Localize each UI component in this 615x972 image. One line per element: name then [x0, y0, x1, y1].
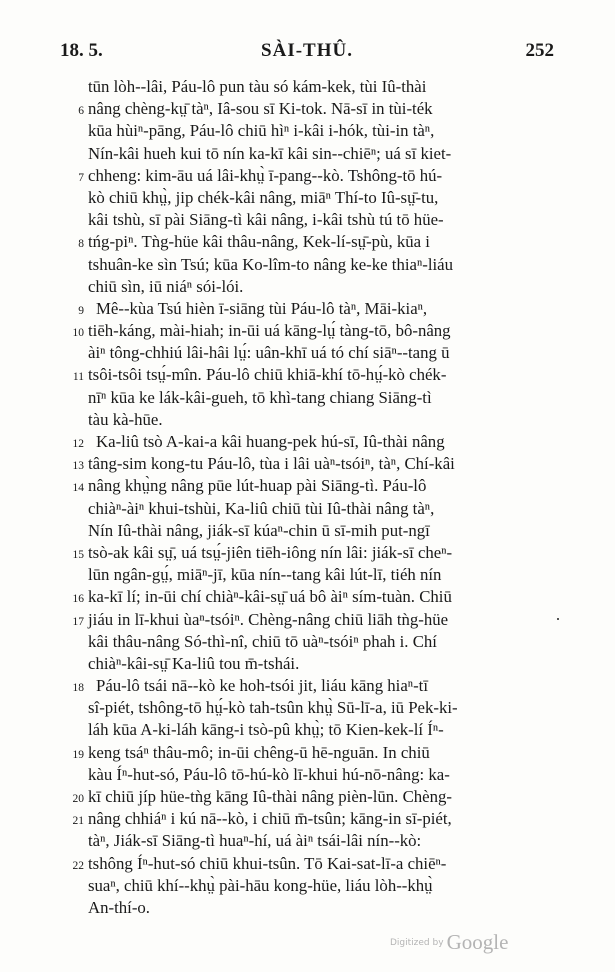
line-text: tshuân-ke sìn Tsú; kūa Ko-lîm-to nâng ke-ke thiaⁿ-liáu	[88, 254, 453, 274]
line-text: láh kūa A-ki-láh kāng-i tsò-pû khṳ̀; tō Kien-kek-lí Íⁿ-	[88, 720, 444, 740]
verse-number: 11	[72, 371, 84, 384]
text-line	[0, 853, 615, 875]
text-line	[0, 409, 615, 431]
line-text: tàⁿ, Jiák-sī Siāng-tì huaⁿ-hí, uá àiⁿ tsái-lâi nín--kò:	[88, 831, 422, 851]
line-text: Ka-liû tsò A-kai-a kâi huang-pek hú-sī, Iû-thài nâng	[96, 432, 445, 451]
chapter-verse-ref: 18. 5.	[60, 40, 103, 61]
verse-number: 12	[72, 438, 84, 450]
book-title: SÀI-THÛ.	[261, 40, 353, 61]
line-text: chiū sìn, iū niáⁿ sói-lói.	[88, 276, 244, 296]
line-text: kī chiū jíp hüe-tǹg kāng Iû-thài nâng pièn-lūn. Chèng-	[88, 787, 452, 806]
line-text: Mê--kùa Tsú hièn ī-siāng tùi Páu-lô tàⁿ, Māi-kiaⁿ,	[96, 298, 428, 318]
text-line	[0, 542, 615, 564]
line-text: kò chiū khṳ̀, jip chék-kâi nâng, miāⁿ Thí-to Iû-sṳ̄-tu,	[88, 187, 439, 207]
text-line	[0, 165, 615, 187]
line-text: chiàⁿ-àiⁿ khui-tshùi, Ka-liû chiū tùi Iû-thài nâng tàⁿ,	[88, 498, 435, 518]
text-line	[0, 475, 615, 497]
line-text: tàu kà-hūe.	[88, 409, 163, 429]
text-line	[0, 498, 615, 520]
verse-number: 7	[78, 171, 84, 184]
text-line	[0, 586, 615, 608]
ink-speck	[557, 618, 559, 620]
text-line	[0, 320, 615, 342]
line-text: tsôi-tsôi tsṳ́-mîn. Páu-lô chiū khiā-khí tō-hṳ́-kò chék-	[88, 365, 447, 385]
text-line	[0, 254, 615, 276]
line-text: lūn ngân-gṳ́, miāⁿ-jī, kūa nín--tang kâi lút-lī, tiéh nín	[88, 565, 442, 585]
text-line	[0, 830, 615, 852]
text-line	[0, 520, 615, 542]
text-line	[0, 76, 615, 98]
verse-number: 19	[72, 748, 84, 761]
line-text: chiàⁿ-kâi-sṳ̄ Ka-liû tou m̄-tshái.	[88, 653, 300, 673]
line-text: jiáu in lī-khui ùaⁿ-tsóiⁿ. Chèng-nâng chiū liāh tǹg-hüe	[88, 609, 449, 629]
verse-number: 15	[72, 548, 84, 561]
running-header	[60, 40, 554, 64]
text-line	[0, 742, 615, 764]
text-line	[0, 609, 615, 631]
line-text: tâng-sim kong-tu Páu-lô, tùa i lâi uàⁿ-tsóiⁿ, tàⁿ, Chí-kâi	[88, 454, 455, 474]
text-line	[0, 209, 615, 231]
line-text: Nín-kâi hueh kui tō nín ka-kī kâi sin--chiēⁿ; uá sī kiet-	[88, 143, 452, 163]
text-line	[0, 675, 615, 697]
line-text: kàu Íⁿ-hut-só, Páu-lô tō-hú-kò lī-khui hú-nō-nâng: ka-	[88, 764, 450, 784]
text-line	[0, 431, 615, 453]
verse-number: 13	[72, 460, 84, 473]
text-line	[0, 364, 615, 386]
text-line	[0, 764, 615, 786]
text-line	[0, 564, 615, 586]
text-line	[0, 98, 615, 120]
text-line	[0, 231, 615, 253]
line-text: tūn lòh--lâi, Páu-lô pun tàu só kám-kek, tùi Iû-thài	[88, 77, 427, 96]
text-line	[0, 786, 615, 808]
text-line	[0, 387, 615, 409]
verse-number: 8	[78, 238, 84, 251]
line-text: ka-kī lí; in-ūi chí chiàⁿ-kâi-sṳ̄ uá bô àiⁿ sím-tuàn. Chiū	[88, 587, 452, 607]
verse-number: 6	[78, 105, 84, 118]
text-line	[0, 719, 615, 741]
text-line	[0, 653, 615, 675]
text-line	[0, 276, 615, 298]
text-line	[0, 143, 615, 165]
line-text: suaⁿ, chiū khí--khṳ̀ pài-hāu kong-hüe, liáu lòh--khṳ̀	[88, 875, 433, 895]
digitized-watermark	[390, 930, 560, 956]
text-line	[0, 631, 615, 653]
verse-number: 18	[72, 682, 84, 695]
text-line	[0, 453, 615, 475]
text-line	[0, 120, 615, 142]
line-text: tńg-piⁿ. Tǹg-hüe kâi thâu-nâng, Kek-lí-sṳ̄-pù, kūa i	[88, 232, 430, 252]
line-text: àiⁿ tông-chhiú lâi-hâi lṳ́: uân-khī uá tó chí siāⁿ--tang ū	[88, 343, 450, 363]
line-text: nâng khṳ̀ng nâng pūe lút-huap pài Siāng-tì. Páu-lô	[88, 476, 427, 496]
verse-number: 22	[72, 859, 84, 872]
page-number: 252	[525, 40, 554, 61]
line-text: tiēh-káng, mài-hiah; in-ūi uá kāng-lṳ́ tàng-tō, bô-nâng	[88, 321, 451, 341]
watermark-prefix: Digitized by	[390, 938, 444, 948]
line-text: tshông Íⁿ-hut-só chiū khui-tsûn. Tō Kai-sat-lī-a chiēⁿ-	[88, 853, 447, 873]
text-line	[0, 697, 615, 719]
line-text: chheng: kim-āu uá lâi-khṳ̀ ī-pang--kò. Tshông-tō hú-	[88, 165, 443, 185]
line-text: Nín Iû-thài nâng, jiák-sī kúaⁿ-chin ū sī-mih put-ngī	[88, 520, 430, 540]
text-line	[0, 875, 615, 897]
line-text: nâng chèng-kṳ̄ tàⁿ, Iâ-sou sī Ki-tok. Nā-sī in tùi-ték	[88, 99, 433, 119]
line-text: nâng chhiáⁿ i kú nā--kò, i chiū m̄-tsûn; kāng-in sī-piét,	[88, 809, 452, 829]
line-text: tsò-ak kâi sṳ̄, uá tsṳ́-jiên tiēh-iông nín lâi: jiák-sī cheⁿ-	[88, 542, 453, 562]
line-text: kâi thâu-nâng Só-thì-nî, chiū tō uàⁿ-tsóiⁿ phah i. Chí	[88, 631, 437, 651]
verse-number: 10	[72, 327, 84, 340]
line-text: kūa hùiⁿ-pāng, Páu-lô chiū hìⁿ i-kâi i-hók, tùi-in tàⁿ,	[88, 121, 435, 141]
line-text: An-thí-o.	[88, 897, 150, 917]
text-line	[0, 808, 615, 830]
text-line	[0, 298, 615, 320]
line-text: sî-piét, tshông-tō hṳ́-kò tah-tsûn khṳ̀ Sū-lī-a, iū Pek-ki-	[88, 698, 458, 718]
line-text: keng tsáⁿ thâu-mô; in-ūi chêng-ū hē-nguān. In chiū	[88, 742, 430, 762]
line-text: nīⁿ kūa ke lák-kâi-gueh, tō khì-tang chiang Siāng-tì	[88, 387, 432, 407]
text-line	[0, 897, 615, 919]
line-text: kâi tshù, sī pài Siāng-tì kâi nâng, i-kâi tshù tú tō hüe-	[88, 210, 444, 230]
verse-number: 9	[78, 304, 84, 317]
verse-number: 14	[72, 482, 84, 495]
body-text	[0, 76, 615, 919]
line-text: Páu-lô tsái nā--kò ke hoh-tsói jit, liáu kāng hiaⁿ-tī	[96, 676, 428, 696]
verse-number: 20	[72, 793, 84, 805]
verse-number: 17	[72, 615, 84, 628]
verse-number: 16	[72, 593, 84, 606]
verse-number: 21	[72, 815, 84, 828]
text-line	[0, 187, 615, 209]
text-line	[0, 342, 615, 364]
watermark-logo: Google	[446, 930, 509, 954]
